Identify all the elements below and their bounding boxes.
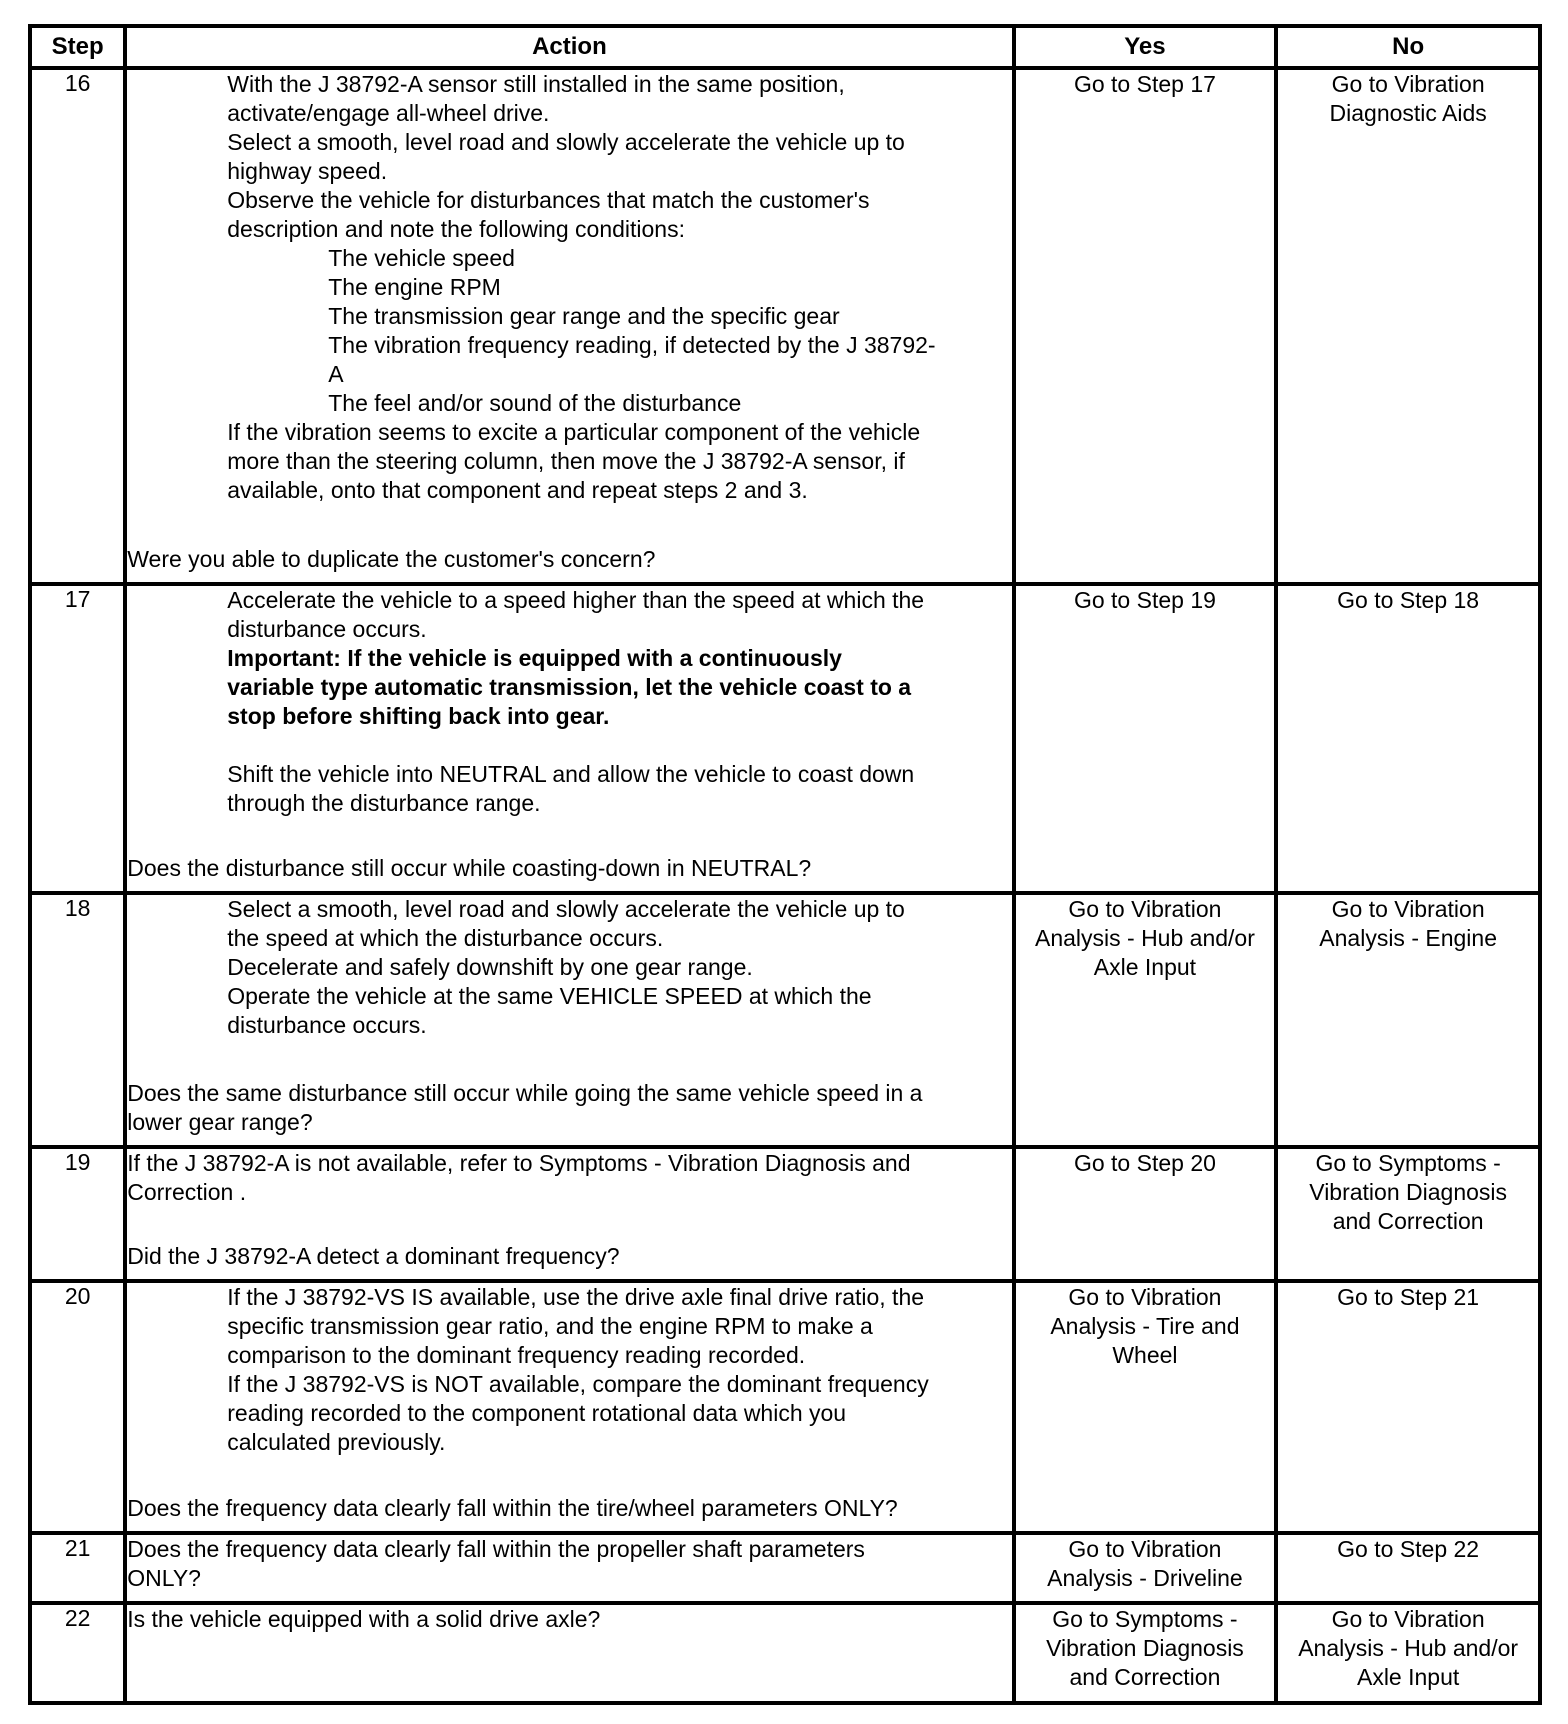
condition-item: The engine RPM: [328, 274, 501, 300]
important-note-line: Important: If the vehicle is equipped with a continuously: [227, 645, 842, 671]
yes-cell: [1014, 1603, 1277, 1703]
no-line: Go to Step 21: [1337, 1284, 1480, 1310]
table-row-step-17: [30, 584, 1540, 893]
action-line: comparison to the dominant frequency reading recorded.: [227, 1342, 806, 1368]
table-row-step-21: [30, 1533, 1540, 1603]
action-instructions: [127, 895, 1011, 1040]
question-line: Does the same disturbance still occur while going the same vehicle speed in a: [127, 1080, 923, 1106]
action-question: Were you able to duplicate the customer's concern?: [127, 546, 656, 572]
step-number: 17: [30, 584, 125, 893]
action-line: disturbance occurs.: [227, 1012, 427, 1038]
no-cell: [1276, 1281, 1540, 1533]
action-instructions: [127, 586, 1011, 818]
action-line: If the J 38792-VS IS available, use the drive axle final drive ratio, the: [227, 1284, 925, 1310]
no-line: Diagnostic Aids: [1329, 100, 1487, 126]
no-cell: [1276, 893, 1540, 1147]
no-line: Analysis - Engine: [1319, 925, 1497, 951]
diagnostic-table-page: [28, 24, 1542, 1705]
header-yes: Yes: [1014, 26, 1277, 68]
action-line: Operate the vehicle at the same VEHICLE SPEED at which the: [227, 983, 872, 1009]
yes-cell: [1014, 893, 1277, 1147]
action-line: Select a smooth, level road and slowly accelerate the vehicle up to: [227, 896, 905, 922]
no-cell: [1276, 1533, 1540, 1603]
no-line: Go to Vibration: [1331, 1606, 1485, 1632]
yes-line: Analysis - Driveline: [1047, 1565, 1243, 1591]
action-line: Decelerate and safely downshift by one gear range.: [227, 954, 753, 980]
yes-line: Go to Vibration: [1068, 896, 1222, 922]
action-line: activate/engage all-wheel drive.: [227, 100, 550, 126]
action-line: more than the steering column, then move the J 38792-A sensor, if: [227, 448, 905, 474]
no-line: Analysis - Hub and/or: [1298, 1635, 1519, 1661]
no-cell: [1276, 1147, 1540, 1281]
yes-line: and Correction: [1069, 1664, 1221, 1690]
no-line: Vibration Diagnosis: [1309, 1179, 1508, 1205]
no-line: Go to Step 22: [1337, 1536, 1480, 1562]
yes-cell: [1014, 68, 1277, 584]
action-line: Accelerate the vehicle to a speed higher than the speed at which the: [227, 587, 925, 613]
action-line: If the J 38792-A is not available, refer to Symptoms - Vibration Diagnosis and: [127, 1150, 911, 1176]
header-no: No: [1276, 26, 1540, 68]
yes-line: Go to Step 20: [1073, 1150, 1216, 1176]
action-line: Select a smooth, level road and slowly accelerate the vehicle up to: [227, 129, 905, 155]
action-cell: [125, 893, 1013, 1147]
important-note-line: variable type automatic transmission, let the vehicle coast to a: [227, 674, 912, 700]
action-instructions: [127, 1149, 1011, 1207]
action-line: highway speed.: [227, 158, 388, 184]
action-cell: [125, 1603, 1013, 1703]
action-line: calculated previously.: [227, 1429, 446, 1455]
step-number: 20: [30, 1281, 125, 1533]
action-line: With the J 38792-A sensor still installed in the same position,: [227, 71, 845, 97]
yes-line: Vibration Diagnosis: [1046, 1635, 1244, 1661]
yes-line: Go to Vibration: [1068, 1284, 1222, 1310]
action-line: Correction .: [127, 1179, 247, 1205]
action-cell: [125, 1147, 1013, 1281]
action-line: Shift the vehicle into NEUTRAL and allow the vehicle to coast down: [227, 761, 915, 787]
no-line: Go to Step 18: [1337, 587, 1480, 613]
condition-item: The feel and/or sound of the disturbance: [328, 390, 742, 416]
no-cell: [1276, 584, 1540, 893]
action-line: description and note the following conditions:: [227, 216, 685, 242]
action-line: the speed at which the disturbance occurs.: [227, 925, 664, 951]
no-cell: [1276, 68, 1540, 584]
action-line: available, onto that component and repeat steps 2 and 3.: [227, 477, 808, 503]
table-row-step-19: [30, 1147, 1540, 1281]
action-question: [127, 1079, 1011, 1137]
yes-line: Go to Vibration: [1068, 1536, 1222, 1562]
table-header-row: [30, 26, 1540, 68]
no-line: Go to Vibration: [1331, 71, 1485, 97]
condition-item: The transmission gear range and the specific gear: [328, 303, 840, 329]
no-line: Go to Vibration: [1331, 896, 1485, 922]
action-line: reading recorded to the component rotational data which you: [227, 1400, 847, 1426]
yes-line: Analysis - Hub and/or: [1034, 925, 1255, 951]
yes-line: Go to Step 19: [1073, 587, 1216, 613]
no-line: Go to Symptoms -: [1315, 1150, 1501, 1176]
action-question: Does the disturbance still occur while coasting-down in NEUTRAL?: [127, 855, 812, 881]
yes-line: Go to Step 17: [1073, 71, 1216, 97]
table-row-step-20: [30, 1281, 1540, 1533]
yes-line: Analysis - Tire and: [1050, 1313, 1240, 1339]
action-line: If the vibration seems to excite a particular component of the vehicle: [227, 419, 921, 445]
action-line: through the disturbance range.: [227, 790, 541, 816]
yes-cell: [1014, 584, 1277, 893]
action-instructions: [127, 70, 1011, 505]
diagnostic-table: [28, 24, 1542, 1705]
action-question: Does the frequency data clearly fall within the tire/wheel parameters ONLY?: [127, 1495, 898, 1521]
action-line: Observe the vehicle for disturbances that match the customer's: [227, 187, 870, 213]
table-row-step-22: [30, 1603, 1540, 1703]
step-number: 18: [30, 893, 125, 1147]
header-step: Step: [30, 26, 125, 68]
table-row-step-16: [30, 68, 1540, 584]
no-line: and Correction: [1332, 1208, 1484, 1234]
action-instructions: [127, 1283, 1011, 1457]
yes-line: Go to Symptoms -: [1052, 1606, 1238, 1632]
action-question: Is the vehicle equipped with a solid drive axle?: [127, 1606, 601, 1632]
action-line: disturbance occurs.: [227, 616, 427, 642]
no-line: Axle Input: [1356, 1664, 1460, 1690]
question-line: lower gear range?: [127, 1109, 313, 1135]
action-line: specific transmission gear ratio, and the engine RPM to make a: [227, 1313, 873, 1339]
question-line: ONLY?: [127, 1565, 201, 1591]
action-line: If the J 38792-VS is NOT available, compare the dominant frequency: [227, 1371, 929, 1397]
condition-item: The vehicle speed: [328, 245, 515, 271]
condition-item: A: [328, 361, 344, 387]
yes-line: Wheel: [1112, 1342, 1178, 1368]
no-cell: [1276, 1603, 1540, 1703]
step-number: 16: [30, 68, 125, 584]
step-number: 19: [30, 1147, 125, 1281]
action-question: [127, 1535, 1011, 1593]
yes-cell: [1014, 1281, 1277, 1533]
action-cell: [125, 584, 1013, 893]
action-cell: [125, 1533, 1013, 1603]
yes-line: Axle Input: [1093, 954, 1197, 980]
question-line: Does the frequency data clearly fall within the propeller shaft parameters: [127, 1536, 865, 1562]
step-number: 21: [30, 1533, 125, 1603]
action-cell: [125, 1281, 1013, 1533]
step-number: 22: [30, 1603, 125, 1703]
condition-item: The vibration frequency reading, if detected by the J 38792-: [328, 332, 936, 358]
yes-cell: [1014, 1533, 1277, 1603]
important-note-line: stop before shifting back into gear.: [227, 703, 610, 729]
table-row-step-18: [30, 893, 1540, 1147]
header-action: Action: [125, 26, 1013, 68]
yes-cell: [1014, 1147, 1277, 1281]
action-question: Did the J 38792-A detect a dominant frequency?: [127, 1243, 620, 1269]
action-cell: [125, 68, 1013, 584]
